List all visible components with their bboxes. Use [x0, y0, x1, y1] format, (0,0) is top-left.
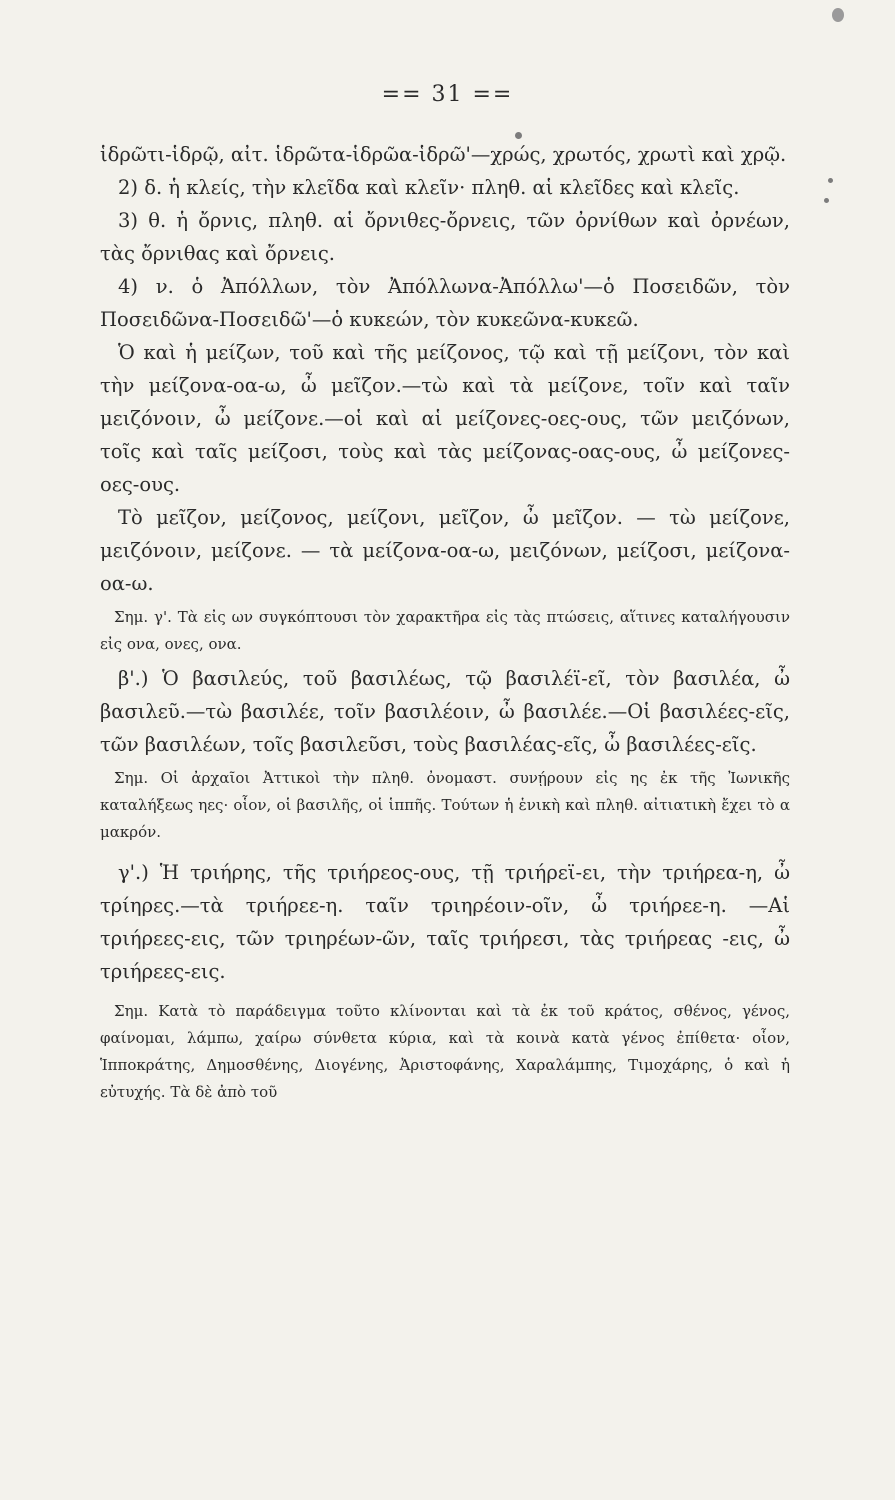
paragraph: ἱδρῶτι-ἱδρῷ, αἰτ. ἱδρῶτα-ἱδρῶα-ἱδρῶ'—χρώς, χρωτός, χρωτὶ καὶ χρῷ. [100, 143, 787, 166]
paragraph: 4) ν. ὁ Ἀπόλλων, τὸν Ἀπόλλωνα-Ἀπόλλω'—ὁ Ποσειδῶν, τὸν Ποσειδῶνα-Ποσειδῶ'—ὁ κυκεών, τὸν κυκεῶνα-κυκεῶ. [100, 275, 790, 331]
ink-speck [824, 198, 829, 203]
page-number: == 31 == [381, 82, 514, 107]
paragraph: Τὸ μεῖζον, μείζονος, μείζονι, μεῖζον, ὦ μεῖζον. — τὼ μείζονε, μειζόνοιν, μείζονε. — τὰ μείζονα-οα-ω, μειζόνων, μείζοσι, μείζονα-οα-ω. [100, 506, 790, 595]
paragraph: β'.) Ὁ βασιλεύς, τοῦ βασιλέως, τῷ βασιλέϊ-εῖ, τὸν βασιλέα, ὦ βασιλεῦ.—τὼ βασιλέε, τοῖν βασιλέοιν, ὦ βασιλέε.—Οἱ βασιλέες-εῖς, τῶν βασιλέων, τοῖς βασιλεῦσι, τοὺς βασιλέας-εῖς, ὦ βασιλέες-εῖς. [100, 667, 790, 756]
paragraph: γ'.) Ἡ τριήρης, τῆς τριήρεος-ους, τῇ τριήρεϊ-ει, τὴν τριήρεα-η, ὦ τρίηρες.—τὰ τριήρεε-η. ταῖν τριηρέοιν-οῖν, ὦ τριήρεε-η. —Αἱ τριήρεες-εις, τῶν τριηρέων-ῶν, ταῖς τριήρεσι, τὰς τριήρεας -εις, ὦ τριήρεες-εις. [100, 861, 790, 983]
footnote: Σημ. Οἱ ἀρχαῖοι Ἀττικοὶ τὴν πληθ. ὀνομαστ. συνῄρουν εἰς ης ἐκ τῆς Ἰωνικῆς καταλήξεως ηες· οἷον, οἱ βασιλῆς, οἱ ἱππῆς. Τούτων ἡ ἑνικὴ καὶ πληθ. αἰτιατικὴ ἔχει τὸ α μακρόν. [100, 769, 790, 841]
main-text [100, 138, 790, 1106]
ink-speck [832, 8, 844, 22]
paragraph: 3) θ. ἡ ὄρνις, πληθ. αἱ ὄρνιθες-ὄρνεις, τῶν ὀρνίθων καὶ ὀρνέων, τὰς ὄρνιθας καὶ ὄρνεις. [100, 209, 790, 265]
footnote: Σημ. γ'. Τὰ εἰς ων συγκόπτουσι τὸν χαρακτῆρα εἰς τὰς πτώσεις, αἵτινες καταλήγουσιν εἰς ονα, ονες, ονα. [100, 608, 790, 653]
paragraph: Ὁ καὶ ἡ μείζων, τοῦ καὶ τῆς μείζονος, τῷ καὶ τῇ μείζονι, τὸν καὶ τὴν μείζονα-οα-ω, ὦ μεῖζον.—τὼ καὶ τὰ μείζονε, τοῖν καὶ ταῖν μειζόνοιν, ὦ μείζονε.—οἱ καὶ αἱ μείζονες-οες-ους, τῶν μειζόνων, τοῖς καὶ ταῖς μείζοσι, τοὺς καὶ τὰς μείζονας-οας-ους, ὦ μείζονες-οες-ους. [100, 341, 790, 496]
paragraph: 2) δ. ἡ κλείς, τὴν κλεῖδα καὶ κλεῖν· πληθ. αἱ κλεῖδες καὶ κλεῖς. [118, 176, 740, 199]
ink-speck [828, 178, 833, 183]
footnote: Σημ. Κατὰ τὸ παράδειγμα τοῦτο κλίνονται καὶ τὰ ἐκ τοῦ κράτος, σθένος, γένος, φαίνομαι, λάμπω, χαίρω σύνθετα κύρια, καὶ τὰ κοινὰ κατὰ γένος ἐπίθετα· οἷον, Ἱπποκράτης, Δημοσθένης, Διογένης, Ἀριστοφάνης, Χαραλάμπης, Τιμοχάρης, ὁ καὶ ἡ εὐτυχής. Τὰ δὲ ἀπὸ τοῦ [100, 1002, 790, 1101]
